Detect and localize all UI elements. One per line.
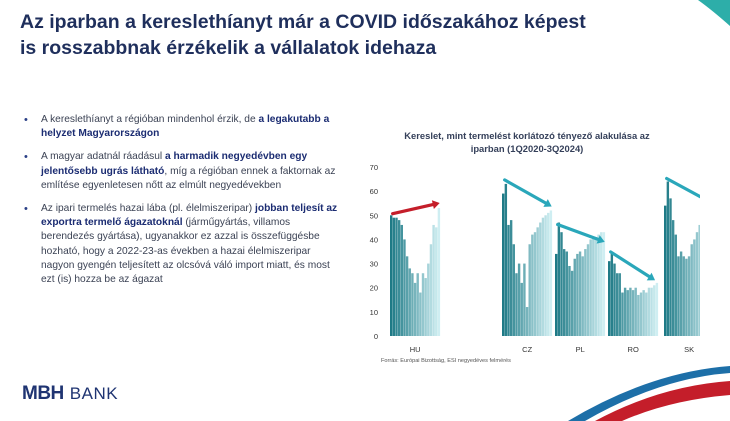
- bar: [536, 227, 538, 336]
- bar: [597, 235, 599, 336]
- bullet-text: Az ipari termelés hazai lába (pl. élelmiszeripar): [41, 203, 256, 215]
- bar: [642, 290, 644, 336]
- bar: [393, 218, 395, 336]
- bar: [539, 223, 541, 336]
- bar: [579, 252, 581, 337]
- bar-chart: [360, 158, 700, 356]
- bar: [544, 215, 546, 336]
- bar: [411, 273, 413, 336]
- bar: [518, 264, 520, 336]
- mbh-bank-logo: [22, 383, 118, 405]
- bar: [510, 220, 512, 336]
- bar: [589, 239, 591, 336]
- bar: [419, 293, 421, 336]
- bar: [505, 184, 507, 336]
- bar: [558, 223, 560, 336]
- bar: [691, 244, 693, 336]
- bar: [645, 293, 647, 336]
- chart-title-line-1: Kereslet, mint termelést korlátozó tényező alakulása az: [404, 130, 650, 141]
- bar: [521, 283, 523, 336]
- bar: [568, 266, 570, 336]
- bar: [566, 252, 568, 337]
- bar: [398, 220, 400, 336]
- trend-arrow-shaft: [558, 225, 598, 240]
- bullet-dot-icon: •: [24, 151, 28, 164]
- bar: [430, 244, 432, 336]
- bar: [390, 215, 392, 336]
- bullet-text: A magyar adatnál ráadásul: [41, 151, 166, 163]
- bar: [531, 235, 533, 336]
- x-category-label: SK: [684, 345, 695, 354]
- bar: [696, 232, 698, 336]
- bullet-list: [22, 113, 338, 296]
- bullet-bold-text: a harmadik negyedévben egy jelentősebb ugrás látható: [41, 151, 308, 177]
- bar: [635, 288, 637, 336]
- trend-arrow-head-icon: [432, 200, 440, 209]
- bar: [677, 256, 679, 336]
- bullet-item: [22, 202, 338, 287]
- chart-title-line-2: iparban (1Q2020-3Q2024): [470, 143, 584, 154]
- bar: [616, 273, 618, 336]
- y-tick-label: 0: [373, 332, 378, 341]
- page-title-line-1: Az iparban a kereslethíanyt már a COVID időszakához képest: [20, 11, 586, 33]
- bar: [587, 244, 589, 336]
- bar: [576, 254, 578, 336]
- bar: [613, 264, 615, 336]
- bullet-text: (járműgyártás, villamos berendezés gyártása), ugyanakkor ez azzal is összefüggésbe hozható, hogy a 2022-23-as években a hazai élelmiszeripar nagyon gyengén teljesített az olcsóvá váló import miatt, és most ezt (is) hozza be az ágazat: [41, 217, 330, 286]
- bar: [688, 256, 690, 336]
- bar: [683, 256, 685, 336]
- bar: [432, 225, 434, 336]
- trend-arrow-shaft: [667, 178, 700, 200]
- bullet-item: [22, 113, 338, 141]
- bar: [560, 232, 562, 336]
- bar: [680, 252, 682, 337]
- y-tick-label: 40: [369, 235, 378, 245]
- bar: [629, 288, 631, 336]
- bar: [542, 218, 544, 336]
- bar: [664, 206, 666, 336]
- bar: [515, 273, 517, 336]
- bar: [608, 261, 610, 336]
- bar: [513, 244, 515, 336]
- logo-mark: MBH: [22, 383, 64, 404]
- bar: [547, 213, 549, 336]
- y-tick-label: 30: [369, 259, 378, 269]
- bar: [592, 237, 594, 336]
- y-tick-label: 50: [369, 211, 378, 221]
- bullet-item: [22, 150, 338, 193]
- bar: [507, 225, 509, 336]
- bar: [574, 259, 576, 336]
- y-tick-label: 20: [369, 283, 378, 293]
- bar: [611, 254, 613, 336]
- bar: [667, 181, 669, 336]
- bar: [584, 249, 586, 336]
- bar: [409, 268, 411, 336]
- bullet-dot-icon: •: [24, 203, 28, 216]
- bar: [685, 259, 687, 336]
- source-note: Forrás: Európai Bizottság, ESI negyedéves felmérés: [381, 358, 511, 364]
- bar: [669, 198, 671, 336]
- page-title-line-2: is rosszabbnak érzékelik a vállalatok idehaza: [20, 37, 437, 59]
- trend-arrow-shaft: [505, 180, 546, 203]
- x-category-label: CZ: [522, 345, 533, 354]
- bar: [563, 249, 565, 336]
- bar: [555, 254, 557, 336]
- bar: [422, 273, 424, 336]
- bar: [502, 194, 504, 336]
- bar: [526, 307, 528, 336]
- chart-title: [362, 129, 692, 155]
- bar: [523, 264, 525, 336]
- bar: [571, 271, 573, 336]
- bullet-dot-icon: •: [24, 114, 28, 126]
- bar: [427, 264, 429, 336]
- bar: [417, 273, 419, 336]
- bar: [698, 225, 700, 336]
- bar: [624, 288, 626, 336]
- bar: [621, 293, 623, 336]
- y-tick-label: 10: [369, 307, 378, 317]
- page-title: [20, 9, 710, 61]
- x-category-label: PL: [575, 345, 585, 354]
- bar: [675, 235, 677, 336]
- bar: [534, 232, 536, 336]
- trend-arrow-shaft: [611, 252, 650, 277]
- bar: [693, 239, 695, 336]
- bullet-bold-text: jobban teljesít az exportra termelő ágazatoknál: [41, 203, 338, 229]
- bar: [595, 237, 597, 336]
- bar: [650, 288, 652, 336]
- bar: [600, 232, 602, 336]
- bar: [672, 220, 674, 336]
- bar: [403, 239, 405, 336]
- bullet-text: , míg a régióban ennek a faktornak az említése egyenletesen nőtt az elmúlt negyedévekben: [41, 165, 336, 191]
- logo-bank-text: BANK: [69, 384, 119, 403]
- bar: [653, 285, 655, 336]
- bar: [401, 225, 403, 336]
- bullet-bold-text: a legakutabb a helyzet Magyarországon: [41, 114, 330, 140]
- trend-arrow-shaft: [393, 205, 433, 214]
- bar: [637, 295, 639, 336]
- bar: [529, 244, 531, 336]
- bar: [648, 288, 650, 336]
- bar: [656, 283, 658, 336]
- bar: [619, 273, 621, 336]
- bar: [627, 290, 629, 336]
- bar: [582, 256, 584, 336]
- bar: [640, 293, 642, 336]
- x-category-label: HU: [409, 345, 421, 354]
- bar: [424, 278, 426, 336]
- y-tick-label: 60: [369, 187, 378, 197]
- bar: [550, 210, 552, 336]
- bar: [632, 290, 634, 336]
- bar: [603, 232, 605, 336]
- bar: [395, 218, 397, 336]
- bar: [435, 227, 437, 336]
- bar: [438, 208, 440, 336]
- bar: [414, 283, 416, 336]
- bar: [406, 256, 408, 336]
- x-category-label: RO: [627, 345, 639, 354]
- bullet-text: A kereslethíanyt a régióban mindenhol érzik, de: [41, 114, 259, 125]
- y-tick-label: 70: [369, 163, 378, 172]
